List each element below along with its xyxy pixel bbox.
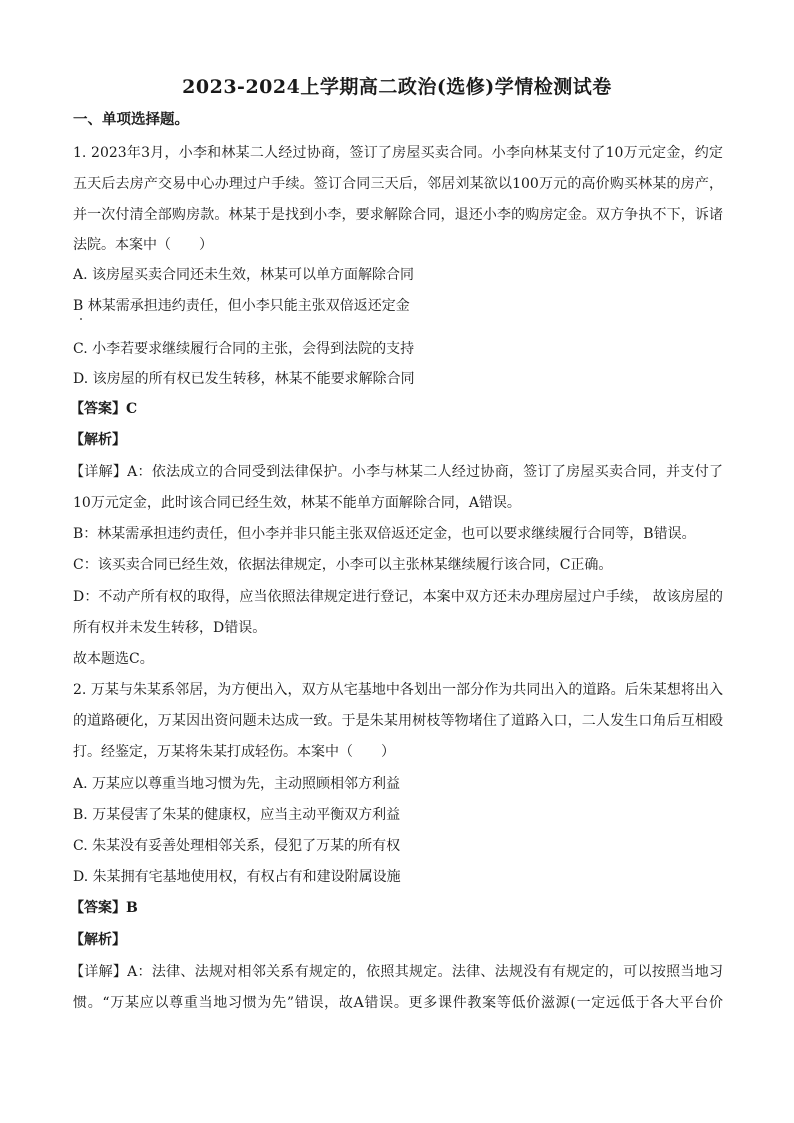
q1-stem-line: 五天后去房产交易中心办理过户手续。签订合同三天后，邻居刘某欲以100万元的高价购买林某的房产，: [73, 176, 723, 192]
q1-option-c: C. 小李若要求继续履行合同的主张，会得到法院的支持: [73, 341, 415, 357]
q2-stem-line: 的道路硬化，万某因出资问题未达成一致。于是朱某用树枝等物堵住了道路入口，二人发生口角后互相殴: [73, 713, 723, 729]
q2-detail-line: 惯。“万某应以尊重当地习惯为先”错误，故A错误。更多课件教案等低价滋源(一定远低于各大平台价: [73, 995, 723, 1011]
q1-detail-line: 所有权并未发生转移，D错误。: [73, 620, 267, 636]
q1-option-d: D. 该房屋的所有权已发生转移，林某不能要求解除合同: [73, 371, 415, 387]
q2-detail-line: 【详解】A：法律、法规对相邻关系有规定的，依照其规定。法律、法规没有有规定的，可以按照当地习: [70, 964, 723, 980]
q2-answer: 【答案】B: [70, 900, 138, 916]
q1-stem-line: 法院。本案中（ ）: [73, 237, 213, 253]
q2-option-b: B. 万某侵害了朱某的健康权，应当主动平衡双方利益: [73, 807, 401, 823]
q1-detail-line: 【详解】A：依法成立的合同受到法律保护。小李与林某二人经过协商，签订了房屋买卖合同，并支付了: [70, 464, 723, 480]
q1-detail-line: D：不动产所有权的取得，应当依照法律规定进行登记，本案中双方还未办理房屋过户手续， 故该房屋的: [73, 589, 723, 605]
stray-dot: [80, 318, 82, 320]
page-title: 2023-2024上学期高二政治(选修)学情检测试卷: [182, 76, 612, 98]
q1-option-a: A. 该房屋买卖合同还未生效，林某可以单方面解除合同: [73, 267, 415, 283]
q1-detail-line: 10万元定金，此时该合同已经生效，林某不能单方面解除合同，A错误。: [73, 495, 521, 511]
q2-stem-line: 2. 万某与朱某系邻居，为方便出入，双方从宅基地中各划出一部分作为共同出入的道路。后朱某想将出入: [73, 682, 723, 698]
q2-analysis-label: 【解析】: [70, 932, 126, 948]
q2-option-a: A. 万某应以尊重当地习惯为先，主动照顾相邻方利益: [73, 776, 401, 792]
q1-stem-line: 并一次付清全部购房款。林某于是找到小李，要求解除合同，退还小李的购房定金。双方争执不下，诉诸: [73, 207, 723, 223]
q1-stem-line: 1. 2023年3月，小李和林某二人经过协商，签订了房屋买卖合同。小李向林某支付了10万元定金，约定: [73, 145, 723, 161]
q1-answer: 【答案】C: [70, 401, 138, 417]
q1-analysis-label: 【解析】: [70, 432, 126, 448]
q2-stem-line: 打。经鉴定，万某将朱某打成轻伤。本案中（ ）: [73, 744, 395, 760]
q2-option-d: D. 朱某拥有宅基地使用权，有权占有和建设附属设施: [73, 869, 401, 885]
q2-option-c: C. 朱某没有妥善处理相邻关系，侵犯了万某的所有权: [73, 838, 401, 854]
q1-detail-line: B：林某需承担违约责任，但小李并非只能主张双倍返还定金，也可以要求继续履行合同等，B错误。: [73, 526, 696, 542]
section-heading: 一、单项选择题。: [73, 111, 189, 128]
q1-conclusion: 故本题选C。: [73, 651, 154, 667]
q1-detail-line: C：该买卖合同已经生效，依据法律规定，小李可以主张林某继续履行该合同，C正确。: [73, 557, 613, 573]
q1-option-b: B 林某需承担违约责任，但小李只能主张双倍返还定金: [73, 298, 410, 314]
